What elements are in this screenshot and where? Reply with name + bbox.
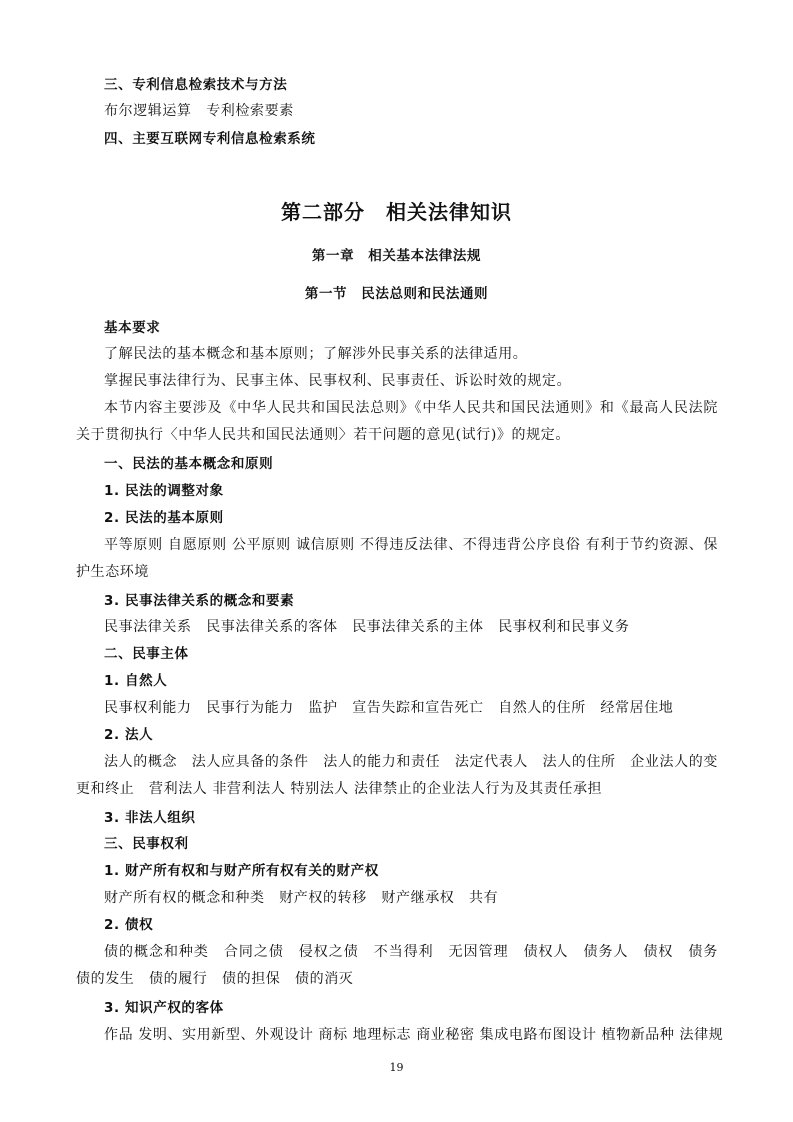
paragraph-legal-persons: 法人的概念 法人应具备的条件 法人的能力和责任 法定代表人 法人的住所 企业法人的变更和终止 营利法人 非营利法人 特别法人 法律禁止的企业法人行为及其责任承担 [76, 754, 718, 797]
section-title: 第一节 民法总则和民法通则 [304, 286, 489, 302]
heading-property-rights: 1. 财产所有权和与财产所有权有关的财产权 [104, 863, 379, 879]
heading-civil-law-concepts: 一、民法的基本概念和原则 [104, 456, 274, 472]
heading-civil-legal-relations: 3. 民事法律关系的概念和要素 [104, 593, 295, 609]
paragraph-scope: 本节内容主要涉及《中华人民共和国民法总则》《中华人民共和国民法通则》和《最高人民法院关于贯彻执行〈中华人民共和国民法通则〉若干问题的意见(试行)》的规定。 [76, 400, 718, 443]
heading-patent-search-techniques: 三、专利信息检索技术与方法 [104, 77, 288, 93]
heading-natural-persons: 1. 自然人 [104, 673, 168, 689]
heading-unincorporated-orgs: 3. 非法人组织 [104, 810, 196, 826]
heading-legal-persons: 2. 法人 [104, 727, 154, 743]
paragraph-creditor-rights: 债的概念和种类 合同之债 侵权之债 不当得利 无因管理 债权人 债务人 债权 债务 债的发生 债的履行 债的担保 债的消灭 [76, 944, 733, 987]
paragraph-property-rights: 财产所有权的概念和种类 财产权的转移 财产继承权 共有 [104, 890, 499, 906]
heading-ip-objects: 3. 知识产权的客体 [104, 1000, 224, 1016]
heading-civil-subjects: 二、民事主体 [104, 646, 189, 662]
chapter-title: 第一章 相关基本法律法规 [311, 248, 482, 264]
heading-civil-rights: 三、民事权利 [104, 836, 189, 852]
heading-basic-principles: 2. 民法的基本原则 [104, 510, 224, 526]
part-title: 第二部分 相关法律知识 [281, 200, 512, 224]
paragraph-principles: 平等原则 自愿原则 公平原则 诚信原则 不得违反法律、不得违背公序良俗 有利于节约资源、保护生态环境 [76, 537, 718, 580]
heading-adjustment-objects: 1. 民法的调整对象 [104, 483, 224, 499]
page-number: 19 [389, 1061, 404, 1074]
heading-internet-patent-systems: 四、主要互联网专利信息检索系统 [104, 131, 316, 147]
heading-basic-requirements: 基本要求 [104, 320, 161, 336]
paragraph-understand: 了解民法的基本概念和基本原则；了解涉外民事关系的法律适用。 [104, 346, 528, 362]
paragraph-natural-persons: 民事权利能力 民事行为能力 监护 宣告失踪和宣告死亡 自然人的住所 经常居住地 [104, 700, 674, 716]
paragraph-master: 掌握民事法律行为、民事主体、民事权利、民事责任、诉讼时效的规定。 [104, 373, 572, 389]
heading-creditor-rights: 2. 债权 [104, 917, 154, 933]
paragraph-ip-objects: 作品 发明、实用新型、外观设计 商标 地理标志 商业秘密 集成电路布图设计 植物新品种 法律规 [104, 1027, 724, 1043]
paragraph-civil-legal-relations: 民事法律关系 民事法律关系的客体 民事法律关系的主体 民事权利和民事义务 [104, 619, 630, 635]
paragraph-search-elements: 布尔逻辑运算 专利检索要素 [104, 103, 294, 119]
